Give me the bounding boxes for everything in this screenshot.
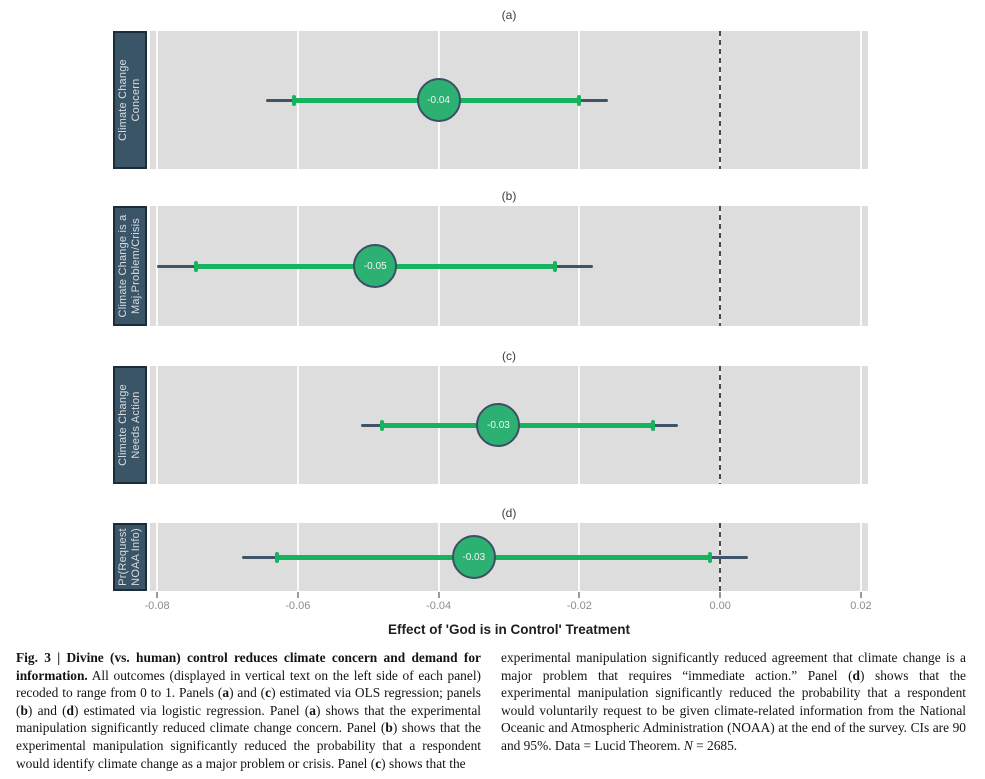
x-tick-mark (719, 592, 721, 598)
x-tick-label: -0.04 (426, 600, 452, 612)
ci90-cap-left-c (380, 420, 384, 431)
ci90-cap-right-c (651, 420, 655, 431)
caption-text: d (66, 702, 74, 718)
x-axis-title: Effect of 'God is in Control' Treatment (388, 622, 630, 637)
panel-title-a: (a) (501, 8, 517, 22)
point-estimate-a: -0.04 (417, 78, 461, 122)
caption-text: Fig. 3 | Divine (vs. human) control reduces climate concern and demand for information. (16, 650, 481, 683)
point-estimate-d: -0.03 (452, 535, 496, 579)
outcome-label-c (113, 366, 147, 484)
caption-text: ) shows that the experimental manipulation significantly reduced the probability that a respondent would identify climate change as a major problem or crisis. Panel ( (16, 720, 481, 771)
x-tick-label: -0.06 (285, 600, 311, 612)
zero-reference-line-a (719, 31, 721, 169)
ci90-cap-right-a (577, 95, 581, 106)
x-tick-mark (860, 592, 862, 598)
caption-text: experimental manipulation significantly reduced agreement that climate change is a major problem that requires “immediate action.” Panel ( (501, 650, 966, 683)
caption-text: b (20, 702, 28, 718)
point-estimate-c: -0.03 (476, 403, 520, 447)
caption-text: a (222, 685, 230, 701)
outcome-label-a (113, 31, 147, 169)
caption-text: ) estimated via OLS regression; panels ( (16, 685, 481, 718)
caption-text: All outcomes (displayed in vertical text on the left side of each panel) recoded to range from 0 to 1. Panels ( (16, 667, 481, 701)
gridline (860, 366, 862, 484)
outcome-label-line: NOAA Info) (130, 528, 142, 586)
plot-area-c (150, 366, 868, 484)
plot-area-b (150, 206, 868, 326)
caption-text: ) shows that the (381, 755, 466, 771)
outcome-label-text-c (115, 366, 145, 484)
caption-text: ) shows that the experimental manipulation significantly reduced the probability that a respondent would voluntarily request to be given climate-related information from the National Oceanic and Atmospheric Administration (NOAA) at the end of the survey. CIs are 90 and 95%. Data = Lucid Theorem. (501, 667, 966, 753)
outcome-label-line: Pr(Request (117, 528, 129, 586)
panel-title-c: (c) (502, 349, 516, 363)
caption-left-column (16, 649, 481, 772)
figure-caption (16, 649, 966, 772)
x-tick-mark (156, 592, 158, 598)
gridline (860, 31, 862, 169)
plot-area-d (150, 523, 868, 591)
caption-text: c (265, 685, 272, 701)
x-tick-label: 0.02 (850, 600, 872, 612)
zero-reference-line-b (719, 206, 721, 326)
outcome-label-line: Maj.Problem/Crisis (130, 218, 142, 314)
ci90-cap-right-b (553, 261, 557, 272)
gridline (297, 366, 299, 484)
panel-title-b: (b) (501, 189, 517, 203)
plot-area-a (150, 31, 868, 169)
caption-text: ) estimated via logistic regression. Panel ( (74, 702, 310, 718)
outcome-label-text-b (115, 206, 145, 326)
caption-text: b (385, 720, 393, 736)
outcome-label-text-a (115, 31, 145, 169)
caption-text: d (852, 667, 860, 683)
caption-text: ) and ( (27, 702, 67, 718)
x-tick-mark (438, 592, 440, 598)
caption-text: ) shows that the experimental manipulation significantly reduced climate change concern. Panel ( (16, 702, 481, 736)
caption-text: = 2685. (692, 737, 738, 753)
outcome-label-line: Needs Action (130, 391, 142, 459)
caption-text: ) and ( (229, 685, 266, 701)
outcome-label-line: Climate Change is a (117, 214, 129, 318)
outcome-label-line: Climate Change (117, 384, 129, 466)
ci90-cap-right-d (708, 552, 712, 563)
caption-right-column (501, 649, 966, 772)
x-tick-mark (578, 592, 580, 598)
gridline (156, 523, 158, 591)
caption-text: c (375, 755, 382, 771)
outcome-label-b (113, 206, 147, 326)
x-tick-mark (297, 592, 299, 598)
caption-text: N (683, 737, 693, 753)
point-estimate-b: -0.05 (353, 244, 397, 288)
panel-title-d: (d) (501, 506, 517, 520)
ci90-cap-left-b (194, 261, 198, 272)
gridline (156, 31, 158, 169)
gridline (860, 523, 862, 591)
ci90-cap-left-a (292, 95, 296, 106)
outcome-label-line: Concern (130, 78, 142, 122)
outcome-label-line: Climate Change (117, 59, 129, 141)
outcome-label-d (113, 523, 147, 591)
zero-reference-line-c (719, 366, 721, 484)
x-tick-label: -0.02 (566, 600, 592, 612)
gridline (156, 366, 158, 484)
x-tick-label: 0.00 (709, 600, 731, 612)
caption-text: a (309, 702, 316, 718)
gridline (860, 206, 862, 326)
x-tick-label: -0.08 (144, 600, 170, 612)
ci90-cap-left-d (275, 552, 279, 563)
outcome-label-text-d (115, 523, 145, 591)
